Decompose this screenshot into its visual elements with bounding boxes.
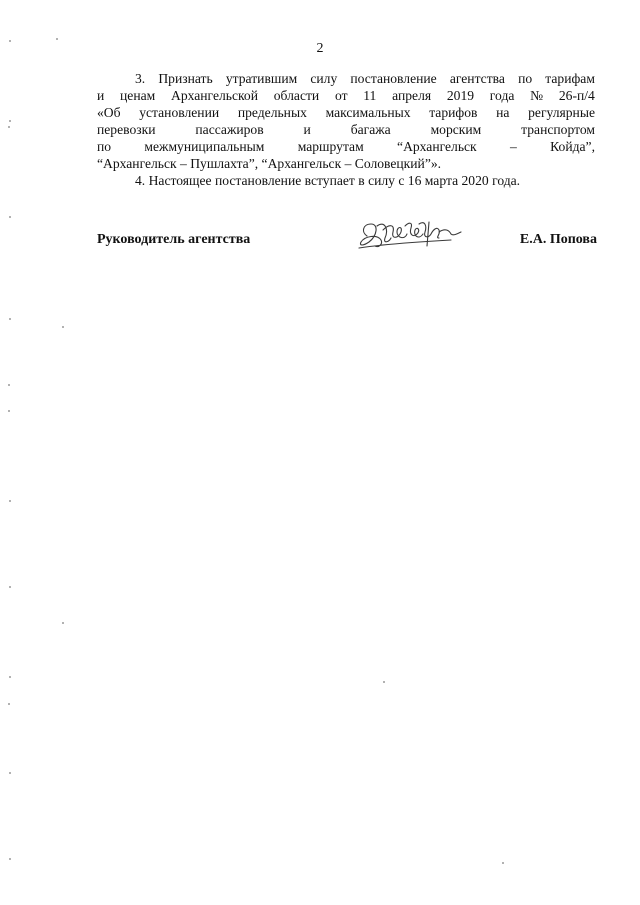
scan-speck (9, 586, 11, 588)
page-number: 2 (316, 41, 324, 56)
scan-speck (9, 500, 11, 502)
word: 3. (135, 71, 146, 86)
word: багажа (350, 122, 391, 137)
word: “Архангельск (397, 139, 477, 154)
handwritten-signature-icon (355, 216, 475, 260)
word: на (496, 105, 510, 120)
word: и (303, 122, 311, 137)
word: межмуниципальным (144, 139, 265, 154)
word: морским (430, 122, 482, 137)
scan-speck (9, 318, 11, 320)
position-title: Руководитель агентства (97, 232, 251, 247)
clause-4: 4. Настоящее постановление вступает в силу с 16 марта 2020 года. (135, 173, 521, 188)
word: постановление (350, 71, 437, 86)
word: утратившим (225, 71, 298, 86)
scan-speck (8, 126, 10, 128)
word: области (273, 88, 320, 103)
word: ценам (120, 88, 156, 103)
word: и (97, 88, 105, 103)
word: регулярные (528, 105, 595, 120)
word: маршрутам (297, 139, 364, 154)
word: тарифам (545, 71, 595, 86)
scan-speck (9, 858, 11, 860)
clause-3-line-1 (97, 70, 595, 87)
signature-block (97, 232, 597, 262)
scan-speck (9, 120, 11, 122)
scan-speck (8, 384, 10, 386)
word: транспортом (521, 122, 595, 137)
word: – (510, 139, 517, 154)
word: максимальных (325, 105, 411, 120)
document-body (97, 70, 595, 189)
clause-3-line-2 (97, 87, 595, 104)
clause-3-line-5 (97, 138, 595, 155)
scan-speck (62, 622, 64, 624)
scan-speck (9, 40, 11, 42)
scan-speck (9, 216, 11, 218)
word: «Об (97, 105, 121, 120)
clause-3-line-6: “Архангельск – Пушлахта”, “Архангельск – Соловецкий”». (97, 156, 442, 171)
clause-3-line-3 (97, 104, 595, 121)
signer-name: Е.А. Попова (519, 232, 597, 247)
scan-speck (62, 326, 64, 328)
scan-speck (56, 38, 58, 40)
word: 26-п/4 (558, 88, 595, 103)
word: установлении (139, 105, 220, 120)
word: перевозки (97, 122, 156, 137)
scan-speck (502, 862, 504, 864)
word: апреля (392, 88, 432, 103)
word: 2019 (446, 88, 475, 103)
word: предельных (237, 105, 307, 120)
word: Архангельской (171, 88, 258, 103)
word: Признать (158, 71, 213, 86)
word: тарифов (429, 105, 478, 120)
scan-speck (9, 676, 11, 678)
word: агентства (449, 71, 505, 86)
word: года (489, 88, 515, 103)
clause-3-line-4 (97, 121, 595, 138)
word: силу (310, 71, 338, 86)
word: по (97, 139, 112, 154)
scan-speck (383, 681, 385, 683)
scan-speck (9, 772, 11, 774)
word: Койда”, (550, 139, 595, 154)
word: по (518, 71, 533, 86)
word: 11 (363, 88, 377, 103)
word: № (530, 88, 544, 103)
scan-speck (8, 703, 10, 705)
word: пассажиров (195, 122, 264, 137)
word: от (334, 88, 348, 103)
scan-speck (8, 410, 10, 412)
